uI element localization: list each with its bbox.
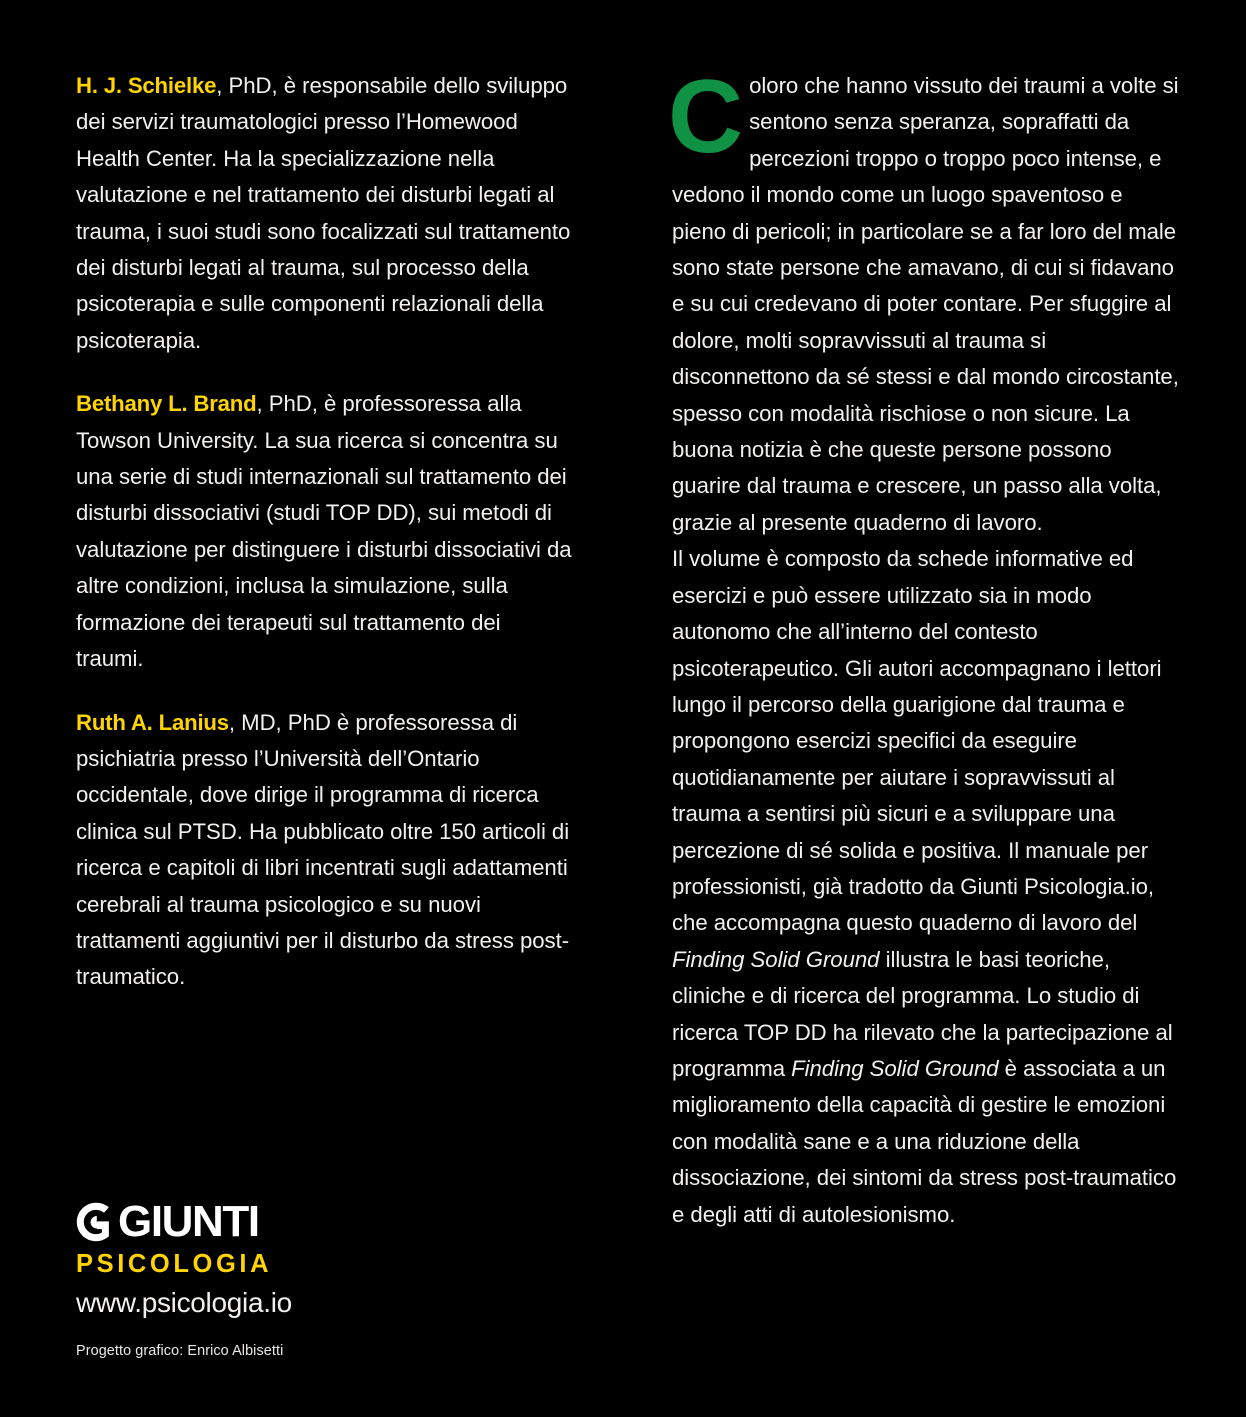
author-bio-text-lanius: , MD, PhD è professoressa di psichiatria presso l’Università dell’Ontario occidentale, dove dirige il programma di ricerca clinica sul PTSD. Ha pubblicato oltre 150 articoli di ricerca e capitoli di libri incentrati sugli adattamenti cerebrali al trauma psicologico e su nuovi trattamenti aggiuntivi per il disturbo da stress post-traumatico. bbox=[76, 709, 570, 990]
logo-website-url[interactable]: www.psicologia.io bbox=[76, 1287, 292, 1318]
book-title-italic-second: Finding Solid Ground bbox=[791, 1055, 999, 1081]
blurb-text-part-4: è associata a un miglioramento della capacità di gestire le emozioni con modalità sane e a una riduzione della dissociazione, dei sintomi da stress post-traumatico e degli atti di autolesionismo. bbox=[672, 1055, 1177, 1227]
logo-subbrand-psicologia: PSICOLOGIA bbox=[76, 1250, 273, 1278]
graphic-design-credit: Progetto grafico: Enrico Albisetti bbox=[76, 1343, 284, 1359]
author-name-lanius: Ruth A. Lanius bbox=[76, 709, 229, 735]
blurb-text-part-3: illustra le basi teoriche, cliniche e di ricerca del programma. Lo studio di ricerca TOP DD ha rilevato che la partecipazione al programma bbox=[672, 946, 1173, 1081]
publisher-logo[interactable] bbox=[76, 1199, 496, 1320]
blurb-text-part-2: Il volume è composto da schede informative ed esercizi e può essere utilizzato sia in modo autonomo che all’interno del contesto psicoterapeutico. Gli autori accompagnano i lettori lungo il percorso della guarigione dal trauma e propongono esercizi specifici da eseguire quotidianamente per aiutare i sopravvissuti al trauma a sentirsi più sicuri e a sviluppare una percezione di sé solida e positiva. Il manuale per professionisti, già tradotto da Giunti Psicologia.io, che accompagna questo quaderno di lavoro del bbox=[672, 546, 1162, 936]
author-bio-brand bbox=[76, 386, 574, 677]
author-name-schielke: H. J. Schielke bbox=[76, 73, 217, 98]
logo-wordmark-giunti: GIUNTI bbox=[118, 1197, 259, 1246]
drop-cap-letter: C bbox=[668, 59, 742, 175]
author-bio-schielke bbox=[76, 68, 574, 359]
author-bio-text-schielke: , PhD, è responsabile dello sviluppo dei servizi traumatologici presso l’Homewood Health Center. Ha la specializzazione nella valutazione e nel trattamento dei disturbi legati al trauma, i suoi studi sono focalizzati sul trattamento dei disturbi legati al trauma, sul processo della psicoterapia e sulle componenti relazionali della psicoterapia. bbox=[76, 73, 571, 353]
giunti-spiral-g-icon bbox=[76, 1202, 116, 1242]
blurb-column bbox=[668, 59, 1180, 1233]
author-bio-text-brand: , PhD, è professoressa alla Towson University. La sua ricerca si concentra su una serie di studi internazionali sul trattamento dei disturbi dissociativi (studi TOP DD), sui metodi di valutazione per distinguere i disturbi dissociativi da altre condizioni, inclusa la simulazione, sulla formazione dei terapeuti sul trattamento dei traumi. bbox=[76, 391, 572, 672]
blurb-paragraph bbox=[668, 59, 1180, 1233]
book-title-italic-first: Finding Solid Ground bbox=[672, 946, 880, 972]
blurb-text-part-1: oloro che hanno vissuto dei traumi a volte si sentono senza speranza, sopraffatti da percezioni troppo o troppo poco intense, e vedono il mondo come un luogo spaventoso e pieno di pericoli; in particolare se a far loro del male sono state persone che amavano, di cui si fidavano e su cui credevano di poter contare. Per sfuggire al dolore, molti sopravvissuti al trauma si disconnettono da sé stessi e dal mondo circostante, spesso con modalità rischiose o non sicure. La buona notizia è che queste persone possono guarire dal trauma e crescere, un passo alla volta, grazie al presente quaderno di lavoro. bbox=[672, 73, 1179, 535]
logo-wordmark-row bbox=[76, 1199, 496, 1245]
author-name-brand: Bethany L. Brand bbox=[76, 391, 257, 417]
authors-column bbox=[76, 68, 574, 996]
author-bio-lanius bbox=[76, 705, 574, 996]
